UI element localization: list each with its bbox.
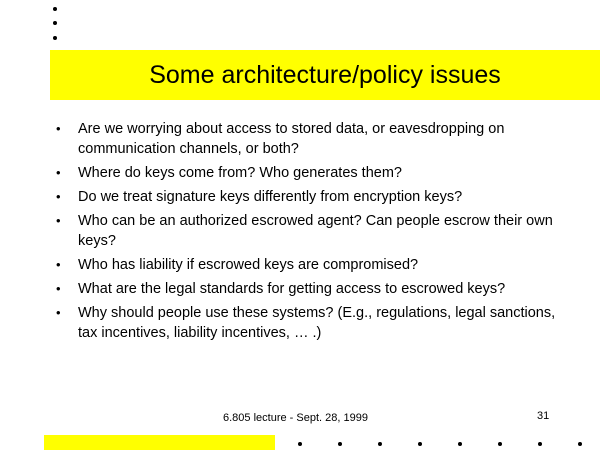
footer-band (44, 435, 275, 450)
slide-title: Some architecture/policy issues (149, 61, 501, 89)
bullet-text: Do we treat signature keys differently from encryption keys? (78, 189, 463, 205)
bullet-item (56, 303, 576, 343)
decorative-dot (53, 36, 57, 40)
bullet-item (56, 119, 576, 159)
bullet-icon: • (56, 281, 61, 296)
bullet-item (56, 163, 576, 183)
bullet-text: Who can be an authorized escrowed agent? Can people escrow their own keys? (78, 213, 553, 249)
page-number: 31 (537, 410, 550, 422)
decorative-dot (298, 442, 302, 446)
decorative-dot (498, 442, 502, 446)
bullet-text: Are we worrying about access to stored data, or eavesdropping on communication channels, or both? (78, 121, 505, 157)
decorative-dot (458, 442, 462, 446)
bullet-item (56, 211, 576, 251)
bullet-item (56, 187, 576, 207)
bullet-icon: • (56, 257, 61, 272)
bullet-icon: • (56, 121, 61, 136)
decorative-dot (578, 442, 582, 446)
decorative-dot (538, 442, 542, 446)
bullet-list (56, 119, 576, 347)
bullet-text: Who has liability if escrowed keys are compromised? (78, 257, 419, 273)
bullet-item (56, 255, 576, 275)
decorative-dot (418, 442, 422, 446)
bullet-icon: • (56, 165, 61, 180)
decorative-dot (378, 442, 382, 446)
title-band (50, 50, 600, 100)
bullet-icon: • (56, 213, 61, 228)
footer-text: 6.805 lecture - Sept. 28, 1999 (223, 412, 368, 424)
decorative-dot (53, 7, 57, 11)
decorative-dot (338, 442, 342, 446)
bullet-icon: • (56, 189, 61, 204)
bullet-text: What are the legal standards for getting access to escrowed keys? (78, 281, 506, 297)
bullet-text: Where do keys come from? Who generates them? (78, 165, 402, 181)
bullet-item (56, 279, 576, 299)
bullet-icon: • (56, 305, 61, 320)
decorative-dot (53, 21, 57, 25)
bullet-text: Why should people use these systems? (E.g., regulations, legal sanctions, tax incentives, liability incentives, … .) (78, 305, 556, 341)
